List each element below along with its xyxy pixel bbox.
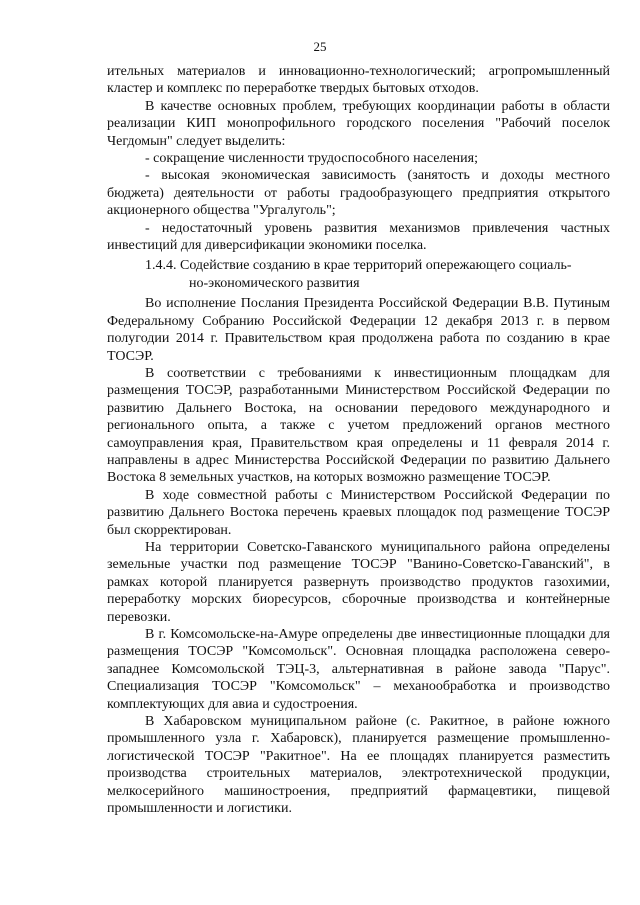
- body-paragraph: На территории Советско-Гаванского муниципального района определены земельные участки под размещение ТОСЭР "Ванино-Советско-Гаванский", в рамках которой планируется развернуть производство продуктов газохимии, переработку морских биоресурсов, сборочные производства и контейнерные перевозки.: [107, 539, 610, 625]
- section-title-line2: но-экономического развития: [189, 275, 360, 291]
- body-paragraph: В г. Комсомольске-на-Амуре определены две инвестиционные площадки для размещения ТОСЭР "Комсомольск". Основная площадка расположена северо-западнее Комсомольской ТЭЦ-3, альтернативная в районе завода "Парус". Специализация ТОСЭР "Комсомольск" – механообработка и производство комплектующих для авиа и судостроения.: [107, 627, 610, 712]
- problem-list-item: - высокая экономическая зависимость (занятость и доходы местного бюджета) деятельности от работы градообразующего предприятия открытого акционерного общества "Ургалуголь";: [107, 168, 610, 219]
- section-title-line1: Содействие созданию в крае территорий опережающего социаль-: [180, 258, 572, 274]
- problem-list-item: - сокращение численности трудоспособного населения;: [145, 151, 478, 167]
- document-body: [107, 63, 610, 817]
- body-paragraph: Во исполнение Послания Президента Российской Федерации В.В. Путиным Федеральному Собранию Российской Федерации 12 декабря 2013 г. в первом полугодии 2014 г. Правительством края продолжена работа по созданию в крае ТОСЭР.: [107, 296, 610, 364]
- continuation-paragraph: ительных материалов и инновационно-технологический; агропромышленный кластер и комплекс по переработке твердых бытовых отходов.: [107, 64, 610, 97]
- page-number: 25: [313, 39, 327, 54]
- section-heading: [107, 257, 610, 292]
- body-paragraph: В ходе совместной работы с Министерством Российской Федерации по развитию Дальнего Востока перечень краевых площадок под размещение ТОСЭР был скорректирован.: [107, 487, 610, 538]
- problem-list-item: - недостаточный уровень развития механизмов привлечения частных инвестиций для диверсификации экономики поселка.: [107, 220, 610, 254]
- body-paragraph: В Хабаровском муниципальном районе (с. Ракитное, в районе южного промышленного узла г. Хабаровск), планируется размещение промышленно-логистической ТОСЭР "Ракитное". На ее площадях планируется разместить производства строительных материалов, электротехнической продукции, мелкосерийного машиностроения, предприятий фармацевтики, пищевой промышленности и логистики.: [107, 714, 610, 817]
- section-number: 1.4.4.: [145, 258, 177, 274]
- body-paragraph: В соответствии с требованиями к инвестиционным площадкам для размещения ТОСЭР, разработанными Министерством Российской Федерации по развитию Дальнего Востока, на основании передового международного и регионального опыта, а также с учетом предложений органов местного самоуправления края, Правительством края определены и 11 февраля 2014 г. направлены в адрес Министерства Российской Федерации по развитию Дальнего Востока 8 земельных участков, на которых возможно размещение ТОСЭР.: [107, 365, 610, 486]
- problems-intro-paragraph: В качестве основных проблем, требующих координации работы в области реализации КИП монопрофильного городского поселения "Рабочий поселок Чегдомын" следует выделить:: [107, 98, 610, 149]
